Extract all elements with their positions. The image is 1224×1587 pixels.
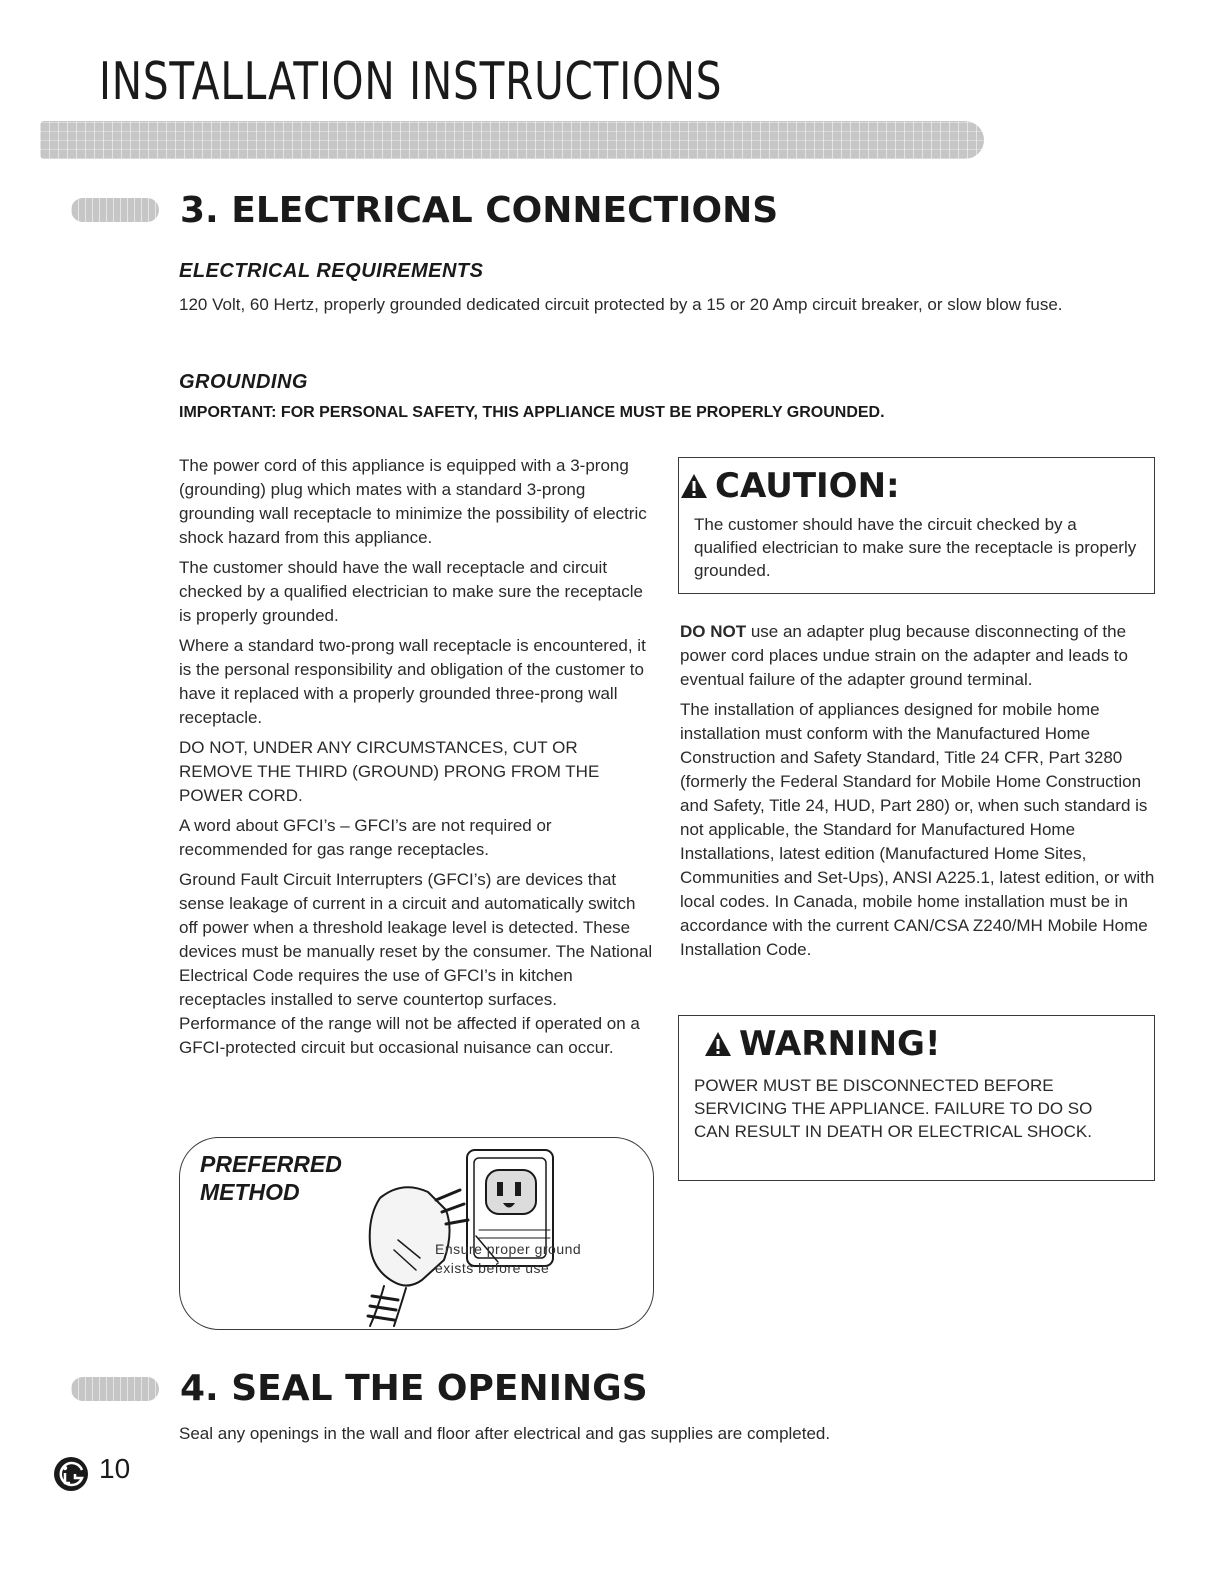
grounding-right-column bbox=[680, 620, 1158, 968]
caution-box bbox=[678, 457, 1155, 594]
paragraph-gfci-details: Ground Fault Circuit Interrupters (GFCI’s) are devices that sense leakage of current in a circuit and automatically switch off power when a threshold leakage level is detected. These devices must be manually reset by the consumer. The National Electrical Code requires the use of GFCI’s in kitchen receptacles installed to serve countertop surfaces. Performance of the range will not be affected if operated on a GFCI-protected circuit but occasional nuisance can occur. bbox=[179, 870, 653, 1057]
paragraph-adapter-plug: DO NOT use an adapter plug because disconnecting of the power cord places undue strain on the adapter and leads to eventual failure of the adapter ground terminal. bbox=[680, 622, 1128, 689]
preferred-method-caption: Ensure proper ground exists before use bbox=[435, 1241, 582, 1276]
title-divider-bar bbox=[40, 121, 984, 159]
warning-title: WARNING! bbox=[739, 1024, 941, 1064]
warning-triangle-icon bbox=[679, 472, 709, 500]
caution-header bbox=[679, 466, 900, 506]
preferred-method-title: PREFERRED METHOD bbox=[200, 1151, 342, 1205]
warning-triangle-icon bbox=[703, 1030, 733, 1058]
warning-box bbox=[678, 1015, 1155, 1181]
section-heading-electrical-connections: 3. ELECTRICAL CONNECTIONS bbox=[180, 190, 779, 231]
page-number: 10 bbox=[99, 1453, 131, 1484]
warning-text: POWER MUST BE DISCONNECTED BEFORE SERVICING THE APPLIANCE. FAILURE TO DO SO CAN RESULT IN DEATH OR ELECTRICAL SHOCK. bbox=[694, 1076, 1093, 1141]
paragraph-plug-description: The power cord of this appliance is equipped with a 3-prong (grounding) plug which mates with a standard 3-prong grounding wall receptacle to minimize the possibility of electric shock hazard from this appliance. bbox=[179, 456, 647, 547]
section-marker bbox=[71, 198, 159, 222]
paragraph-gfci-note: A word about GFCI’s – GFCI’s are not required or recommended for gas range receptacles. bbox=[179, 816, 552, 859]
paragraph-receptacle-check: The customer should have the wall receptacle and circuit checked by a qualified electrician to make sure the receptacle is properly grounded. bbox=[179, 558, 643, 625]
caution-title: CAUTION: bbox=[715, 466, 900, 506]
grounding-important-notice: IMPORTANT: FOR PERSONAL SAFETY, THIS APPLIANCE MUST BE PROPERLY GROUNDED. bbox=[179, 404, 885, 421]
lg-logo-icon bbox=[53, 1456, 89, 1492]
seal-openings-text: Seal any openings in the wall and floor after electrical and gas supplies are completed. bbox=[179, 1424, 831, 1443]
section-heading-seal-openings: 4. SEAL THE OPENINGS bbox=[180, 1368, 648, 1409]
grounding-left-column bbox=[179, 454, 655, 1066]
caution-text: The customer should have the circuit checked by a qualified electrician to make sure the receptacle is properly grounded. bbox=[694, 515, 1137, 580]
paragraph-do-not-cut: DO NOT, UNDER ANY CIRCUMSTANCES, CUT OR REMOVE THE THIRD (GROUND) PRONG FROM THE POWER CORD. bbox=[179, 738, 600, 805]
electrical-requirements-text: 120 Volt, 60 Hertz, properly grounded dedicated circuit protected by a 15 or 20 Amp circuit breaker, or slow blow fuse. bbox=[179, 295, 1063, 314]
grounded-plug-illustration bbox=[350, 1140, 560, 1328]
page-title: INSTALLATION INSTRUCTIONS bbox=[99, 52, 723, 112]
grounding-heading: GROUNDING bbox=[179, 371, 308, 393]
warning-header bbox=[703, 1024, 940, 1064]
section-marker bbox=[71, 1377, 159, 1401]
paragraph-two-prong: Where a standard two-prong wall receptacle is encountered, it is the personal responsibility and obligation of the customer to have it replaced with a properly grounded three-prong wall receptacle. bbox=[179, 636, 646, 727]
electrical-requirements-heading: ELECTRICAL REQUIREMENTS bbox=[179, 260, 484, 282]
paragraph-mobile-home: The installation of appliances designed for mobile home installation must conform with the Manufactured Home Construction and Safety Standard, Title 24 CFR, Part 3280 (formerly the Federal Standard for Mobile Home Construction and Safety, Title 24, HUD, Part 280) or, when such standard is not applicable, the Standard for Manufactured Home Installations, latest edition (Manufactured Home Sites, Communities and Set-Ups), ANSI A225.1, latest edition, or with local codes. In Canada, mobile home installation must be in accordance with the current CAN/CSA Z240/MH Mobile Home Installation Code. bbox=[680, 700, 1155, 959]
